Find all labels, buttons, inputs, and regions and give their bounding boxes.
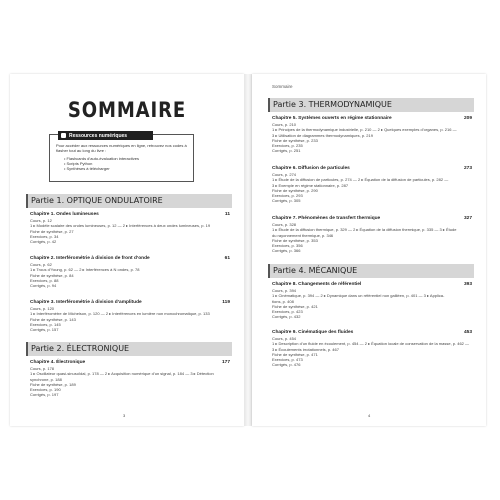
resources-item: • Synthèses à télécharger xyxy=(64,166,110,172)
toc-line: Exercices, p. 423 xyxy=(272,309,303,315)
toc-line: Fiche de synthèse, p. 189 xyxy=(30,381,76,387)
left-page xyxy=(10,74,244,426)
toc-line: Fiche de synthèse, p. 421 xyxy=(272,303,318,309)
toc-line: Corrigés, p. 432 xyxy=(272,314,301,320)
chapter-5[interactable] xyxy=(272,116,472,154)
chapter-page: 273 xyxy=(463,166,472,171)
toc-line: Corrigés, p. 251 xyxy=(272,148,301,154)
resources-item: • Flashcards d’auto-évaluation interactives xyxy=(64,156,139,161)
chapter-page: 119 xyxy=(222,300,230,305)
toc-line: Exercices, p. 293 xyxy=(272,193,303,199)
part-heading-2: Partie 2. ÉLECTRONIQUE xyxy=(26,342,232,356)
chapter-title: Chapitre 4. Électronique xyxy=(30,360,86,365)
chapter-title: Chapitre 3. Interférométrie à division d’amplitude xyxy=(30,300,142,305)
chapter-title: Chapitre 9. Cinématique des fluides xyxy=(272,330,354,335)
chapter-page: 393 xyxy=(463,282,472,287)
toc-line: Fiche de synthèse, p. 143 xyxy=(30,316,76,322)
toc-line: Cours, p. 328 xyxy=(272,222,297,227)
toc-line: Cours, p. 454 xyxy=(272,336,297,341)
chapter-title: Chapitre 6. Diffusion de particules xyxy=(272,166,350,171)
chapter-page: 327 xyxy=(463,216,472,221)
chapter-title: Chapitre 1. Ondes lumineuses xyxy=(30,212,99,217)
page-title: SOMMAIRE xyxy=(67,98,187,122)
part-heading-1: Partie 1. OPTIQUE ONDULATOIRE xyxy=(26,194,232,208)
toc-line: Exercices, p. 88 xyxy=(30,277,59,283)
chapter-8[interactable] xyxy=(272,282,472,320)
chapter-4[interactable] xyxy=(30,360,230,398)
chapter-page: 11 xyxy=(224,212,230,217)
chapter-1[interactable] xyxy=(30,212,230,244)
chapter-2[interactable] xyxy=(30,256,230,288)
chapter-page: 61 xyxy=(224,256,230,261)
toc-line: Exercices, p. 235 xyxy=(272,143,303,149)
toc-line: Exercices, p. 145 xyxy=(30,321,61,327)
chapter-title: Chapitre 8. Changements de référentiel xyxy=(272,282,362,287)
chapter-9[interactable] xyxy=(272,330,472,368)
toc-line: 3 ▸ Exemple en régime stationnaire, p. 287 xyxy=(272,182,349,188)
toc-line: Fiche de synthèse, p. 27 xyxy=(30,228,74,234)
page-number: 4 xyxy=(368,413,371,418)
toc-line: 3 ▸ Écoulements irrotationnels, p. 467 xyxy=(272,346,339,352)
device-icon xyxy=(61,133,66,138)
toc-line: Exercices, p. 356 xyxy=(272,243,303,249)
toc-line: Fiche de synthèse, p. 353 xyxy=(272,237,318,243)
chapter-page: 453 xyxy=(463,330,472,335)
chapter-3[interactable] xyxy=(30,300,230,332)
toc-line: Corrigés, p. 366 xyxy=(272,248,301,254)
running-head: Sommaire xyxy=(272,84,293,89)
toc-line: Corrigés, p. 157 xyxy=(30,327,59,333)
toc-line: Fiche de synthèse, p. 84 xyxy=(30,272,74,278)
resources-item: • Scripts Python xyxy=(64,161,93,167)
toc-line: Cours, p. 210 xyxy=(272,122,297,127)
toc-line: 1 ▸ Description d’un fluide en écoulement, p. 454 — 2 ▸ Équation locale de conservation de la masse, p. 462 — xyxy=(272,341,470,347)
toc-line: 3 ▸ Utilisation de diagrammes thermodynamiques, p. 219 xyxy=(272,132,373,138)
toc-line: Exercices, p. 34 xyxy=(30,233,59,239)
book-gutter xyxy=(244,74,252,426)
toc-line: 1 ▸ Oscillateur quasi-sinusoïdal, p. 178 — 2 ▸ Acquisition numérique d’un signal, p. 184 — 3 ▸ Détection xyxy=(30,371,214,377)
toc-line: 1 ▸ Étude de la diffusion thermique, p. 329 — 2 ▸ Équation de la diffusion thermique, p. 335 — 3 ▸ Étude xyxy=(272,227,457,233)
toc-line: Exercices, p. 190 xyxy=(30,387,61,393)
resources-box xyxy=(49,134,194,182)
page-number: 3 xyxy=(123,413,126,418)
chapter-title: Chapitre 5. Systèmes ouverts en régime stationnaire xyxy=(272,116,392,121)
toc-line: 1 ▸ Trous d’Young, p. 62 — 2 ▸ Interférences à N ondes, p. 78 xyxy=(30,267,140,273)
toc-line: Cours, p. 12 xyxy=(30,218,52,223)
toc-line: 1 ▸ Cinématique, p. 394 — 2 ▸ Dynamique dans un référentiel non galiléen, p. 401 — 3 ▸ Applica- xyxy=(272,293,445,299)
resources-list xyxy=(64,156,139,172)
resources-heading-text: Ressources numériques xyxy=(69,132,128,139)
toc-line: 1 ▸ Modèle scalaire des ondes lumineuses, p. 12 — 2 ▸ Interférences à deux ondes lumineuses, p. 19 xyxy=(30,223,211,229)
toc-line: 1 ▸ Interféromètre de Michelson, p. 120 — 2 ▸ Interférences en lumière non monochromatique, p. 133 xyxy=(30,311,210,317)
toc-line: Cours, p. 394 xyxy=(272,288,297,293)
resources-intro: Pour accéder aux ressources numériques en ligne, retrouvez nos codes à flasher tout au long du livre : xyxy=(56,143,187,153)
chapter-title: Chapitre 2. Interférométrie à division de front d’onde xyxy=(30,256,150,261)
right-page xyxy=(252,74,486,426)
toc-line: synchrone, p. 188 xyxy=(30,376,62,382)
toc-line: 1 ▸ Étude de la diffusion de particules, p. 274 — 2 ▸ Équation de la diffusion de particules, p. 282 — xyxy=(272,177,449,183)
chapter-page: 209 xyxy=(463,116,472,121)
toc-line: Fiche de synthèse, p. 290 xyxy=(272,187,318,193)
toc-line: Corrigés, p. 476 xyxy=(272,362,301,368)
chapter-page: 177 xyxy=(221,360,230,365)
toc-line: du rayonnement thermique, p. 346 xyxy=(272,232,334,238)
toc-line: tions, p. 408 xyxy=(272,298,294,304)
toc-line: Cours, p. 120 xyxy=(30,306,55,311)
toc-line: Fiche de synthèse, p. 471 xyxy=(272,351,318,357)
toc-line: Cours, p. 178 xyxy=(30,366,55,371)
chapter-title: Chapitre 7. Phénomènes de transfert thermique xyxy=(272,216,381,221)
chapter-7[interactable] xyxy=(272,216,472,254)
chapter-6[interactable] xyxy=(272,166,472,204)
toc-line: 1 ▸ Principes de la thermodynamique industrielle, p. 210 — 2 ▸ Quelques exemples d’organes, p. 216 — xyxy=(272,127,457,133)
toc-line: Corrigés, p. 42 xyxy=(30,239,57,245)
toc-line: Cours, p. 62 xyxy=(30,262,52,267)
toc-line: Corrigés, p. 94 xyxy=(30,283,57,289)
part-heading-4: Partie 4. MÉCANIQUE xyxy=(268,264,474,278)
toc-line: Exercices, p. 473 xyxy=(272,357,303,363)
toc-line: Cours, p. 274 xyxy=(272,172,297,177)
toc-line: Fiche de synthèse, p. 233 xyxy=(272,137,318,143)
toc-line: Corrigés, p. 197 xyxy=(30,392,59,398)
resources-heading xyxy=(58,131,153,140)
toc-line: Corrigés, p. 305 xyxy=(272,198,301,204)
part-heading-3: Partie 3. THERMODYNAMIQUE xyxy=(268,98,474,112)
